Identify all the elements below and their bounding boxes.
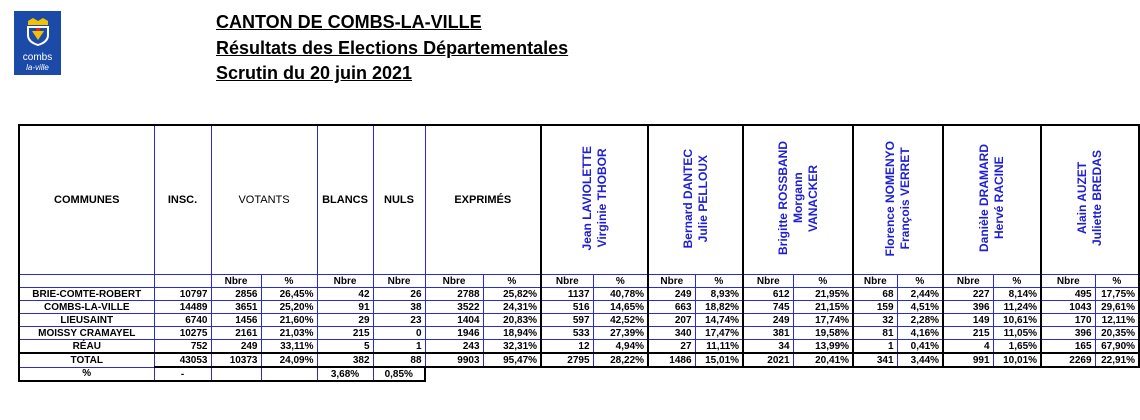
row-cell: 249: [648, 288, 695, 301]
row-cell: 8,14%: [993, 288, 1041, 301]
percent-row-label: %: [19, 367, 154, 381]
row-cell: 12,11%: [1095, 314, 1139, 327]
row-cell: 249: [211, 340, 261, 354]
row-cell: 40,78%: [593, 288, 648, 301]
row-commune: BRIE-COMTE-ROBERT: [19, 288, 154, 301]
subheader-pct: %: [793, 275, 853, 288]
percent-row-blank: [211, 367, 261, 381]
row-cell: 0,41%: [897, 340, 943, 354]
city-logo: [14, 11, 61, 75]
row-cell: 2788: [425, 288, 483, 301]
row-commune: TOTAL: [19, 353, 154, 367]
row-cell: 597: [541, 314, 593, 327]
row-cell: 1946: [425, 327, 483, 340]
row-cell: 2856: [211, 288, 261, 301]
row-cell: 5: [317, 340, 373, 354]
row-cell: 6740: [154, 314, 211, 327]
row-cell: 4,16%: [897, 327, 943, 340]
row-cell: 24,31%: [483, 301, 541, 314]
row-cell: 341: [853, 353, 897, 367]
row-commune: RÉAU: [19, 340, 154, 354]
row-cell: 42,52%: [593, 314, 648, 327]
logo-text-combs: combs: [22, 52, 53, 63]
row-cell: 3651: [211, 301, 261, 314]
header-candidate-3: Brigitte ROSSBAND Morgann VANACKER: [743, 125, 853, 275]
row-cell: 13,99%: [793, 340, 853, 354]
row-cell: 12: [541, 340, 593, 354]
header-insc: INSC.: [154, 125, 211, 275]
row-cell: 4,94%: [593, 340, 648, 354]
subheader-nbre: Nbre: [373, 275, 425, 288]
row-cell: 11,24%: [993, 301, 1041, 314]
row-cell: 612: [743, 288, 793, 301]
row-cell: 215: [943, 327, 993, 340]
row-cell: 1043: [1041, 301, 1095, 314]
row-cell: 32: [853, 314, 897, 327]
header-exprimes: EXPRIMÉS: [425, 125, 541, 275]
row-cell: 2021: [743, 353, 793, 367]
subheader-nbre: Nbre: [211, 275, 261, 288]
percent-row-blancs: 3,68%: [317, 367, 373, 381]
row-cell: 17,75%: [1095, 288, 1139, 301]
row-cell: 340: [648, 327, 695, 340]
row-cell: 15,01%: [695, 353, 743, 367]
row-cell: 18,82%: [695, 301, 743, 314]
results-table: [18, 124, 1140, 382]
row-cell: 4: [943, 340, 993, 354]
row-cell: 25,82%: [483, 288, 541, 301]
row-cell: 14,74%: [695, 314, 743, 327]
row-cell: 20,35%: [1095, 327, 1139, 340]
row-cell: 381: [743, 327, 793, 340]
percent-row-gap: [425, 367, 1139, 381]
subheader-pct: %: [483, 275, 541, 288]
header-votants: VOTANTS: [211, 125, 317, 275]
row-cell: 2795: [541, 353, 593, 367]
row-cell: 227: [943, 288, 993, 301]
row-cell: 10797: [154, 288, 211, 301]
subheader-pct: %: [593, 275, 648, 288]
row-cell: 663: [648, 301, 695, 314]
row-cell: 32,31%: [483, 340, 541, 354]
row-cell: 249: [743, 314, 793, 327]
subheader-pct: %: [695, 275, 743, 288]
row-cell: 10,61%: [993, 314, 1041, 327]
row-cell: 67,90%: [1095, 340, 1139, 354]
row-cell: 10373: [211, 353, 261, 367]
row-cell: 149: [943, 314, 993, 327]
row-cell: 0: [373, 327, 425, 340]
percent-row-blank: [261, 367, 317, 381]
row-cell: 38: [373, 301, 425, 314]
subheader-nbre: Nbre: [541, 275, 593, 288]
row-cell: 3,44%: [897, 353, 943, 367]
row-commune: COMBS-LA-VILLE: [19, 301, 154, 314]
row-cell: 745: [743, 301, 793, 314]
row-commune: LIEUSAINT: [19, 314, 154, 327]
row-cell: 29: [317, 314, 373, 327]
row-cell: 3522: [425, 301, 483, 314]
row-cell: 207: [648, 314, 695, 327]
row-cell: 215: [317, 327, 373, 340]
row-cell: 4,51%: [897, 301, 943, 314]
row-cell: 396: [1041, 327, 1095, 340]
header-communes: COMMUNES: [19, 125, 154, 275]
row-cell: 1486: [648, 353, 695, 367]
row-cell: 27,39%: [593, 327, 648, 340]
table-row: [19, 301, 1139, 314]
row-cell: 27: [648, 340, 695, 354]
row-cell: 19,58%: [793, 327, 853, 340]
row-cell: 17,47%: [695, 327, 743, 340]
row-cell: 1404: [425, 314, 483, 327]
row-cell: 81: [853, 327, 897, 340]
row-cell: 10,01%: [993, 353, 1041, 367]
row-cell: 1: [853, 340, 897, 354]
subheader-pct: %: [1095, 275, 1139, 288]
row-cell: 23: [373, 314, 425, 327]
title-results: Résultats des Elections Départementales: [216, 38, 569, 58]
row-cell: 1,65%: [993, 340, 1041, 354]
header-candidate-5: Danièle DRAMARD Hervé RACINE: [943, 125, 1041, 275]
row-cell: 26: [373, 288, 425, 301]
row-cell: 43053: [154, 353, 211, 367]
row-cell: 28,22%: [593, 353, 648, 367]
row-cell: 21,60%: [261, 314, 317, 327]
row-cell: 9903: [425, 353, 483, 367]
table-row: [19, 340, 1139, 354]
row-cell: 2269: [1041, 353, 1095, 367]
row-cell: 21,03%: [261, 327, 317, 340]
subheader-pct: %: [897, 275, 943, 288]
title-canton: CANTON DE COMBS-LA-VILLE: [216, 12, 482, 32]
coat-of-arms-icon: [25, 17, 51, 47]
subheader-pct: %: [993, 275, 1041, 288]
header-nuls: NULS: [373, 125, 425, 275]
row-cell: 516: [541, 301, 593, 314]
row-cell: 91: [317, 301, 373, 314]
header-candidate-2: Bernard DANTEC Julie PELLOUX: [648, 125, 743, 275]
row-cell: 159: [853, 301, 897, 314]
table-row: [19, 327, 1139, 340]
row-cell: 20,41%: [793, 353, 853, 367]
row-cell: 25,20%: [261, 301, 317, 314]
row-cell: 88: [373, 353, 425, 367]
row-cell: 33,11%: [261, 340, 317, 354]
logo-text-la-ville: la-ville: [26, 63, 49, 72]
row-cell: 533: [541, 327, 593, 340]
row-cell: 42: [317, 288, 373, 301]
row-cell: 24,09%: [261, 353, 317, 367]
row-cell: 495: [1041, 288, 1095, 301]
row-cell: 2,44%: [897, 288, 943, 301]
header-candidate-1: Jean LAVIOLETTE Virginie THOBOR: [541, 125, 648, 275]
row-cell: 34: [743, 340, 793, 354]
row-cell: 396: [943, 301, 993, 314]
row-cell: 21,15%: [793, 301, 853, 314]
title-date: Scrutin du 20 juin 2021: [216, 63, 413, 83]
table-row: [19, 353, 1139, 367]
row-cell: 17,74%: [793, 314, 853, 327]
row-cell: 10275: [154, 327, 211, 340]
row-cell: 14,65%: [593, 301, 648, 314]
table-row: [19, 288, 1139, 301]
row-cell: 18,94%: [483, 327, 541, 340]
subheader-nbre: Nbre: [943, 275, 993, 288]
row-cell: 14489: [154, 301, 211, 314]
row-cell: 29,61%: [1095, 301, 1139, 314]
row-cell: 382: [317, 353, 373, 367]
row-cell: 11,11%: [695, 340, 743, 354]
table-row: [19, 314, 1139, 327]
row-cell: 11,05%: [993, 327, 1041, 340]
subheader-nbre: Nbre: [648, 275, 695, 288]
row-cell: 1: [373, 340, 425, 354]
row-commune: MOISSY CRAMAYEL: [19, 327, 154, 340]
subheader-blank: [19, 275, 154, 288]
subheader-row: [19, 275, 1139, 288]
row-cell: 2,28%: [897, 314, 943, 327]
header-candidate-4: Florence NOMENYO François VERRET: [853, 125, 943, 275]
subheader-nbre: Nbre: [425, 275, 483, 288]
row-cell: 991: [943, 353, 993, 367]
row-cell: 95,47%: [483, 353, 541, 367]
row-cell: 243: [425, 340, 483, 354]
subheader-insc-blank: [154, 275, 211, 288]
header-candidate-6: Alain AUZET Juliette BREDAS: [1041, 125, 1139, 275]
subheader-nbre: Nbre: [853, 275, 897, 288]
row-cell: 26,45%: [261, 288, 317, 301]
row-cell: 170: [1041, 314, 1095, 327]
percent-row: [19, 367, 1139, 381]
header-blancs: BLANCS: [317, 125, 373, 275]
subheader-nbre: Nbre: [1041, 275, 1095, 288]
subheader-pct: %: [261, 275, 317, 288]
row-cell: 8,93%: [695, 288, 743, 301]
row-cell: 68: [853, 288, 897, 301]
subheader-nbre: Nbre: [743, 275, 793, 288]
row-cell: 20,83%: [483, 314, 541, 327]
row-cell: 1456: [211, 314, 261, 327]
row-cell: 752: [154, 340, 211, 354]
subheader-nbre: Nbre: [317, 275, 373, 288]
row-cell: 165: [1041, 340, 1095, 354]
row-cell: 21,95%: [793, 288, 853, 301]
row-cell: 2161: [211, 327, 261, 340]
row-cell: 22,91%: [1095, 353, 1139, 367]
percent-row-nuls: 0,85%: [373, 367, 425, 381]
header-row: [19, 125, 1139, 275]
percent-row-insc: -: [154, 367, 211, 381]
row-cell: 1137: [541, 288, 593, 301]
